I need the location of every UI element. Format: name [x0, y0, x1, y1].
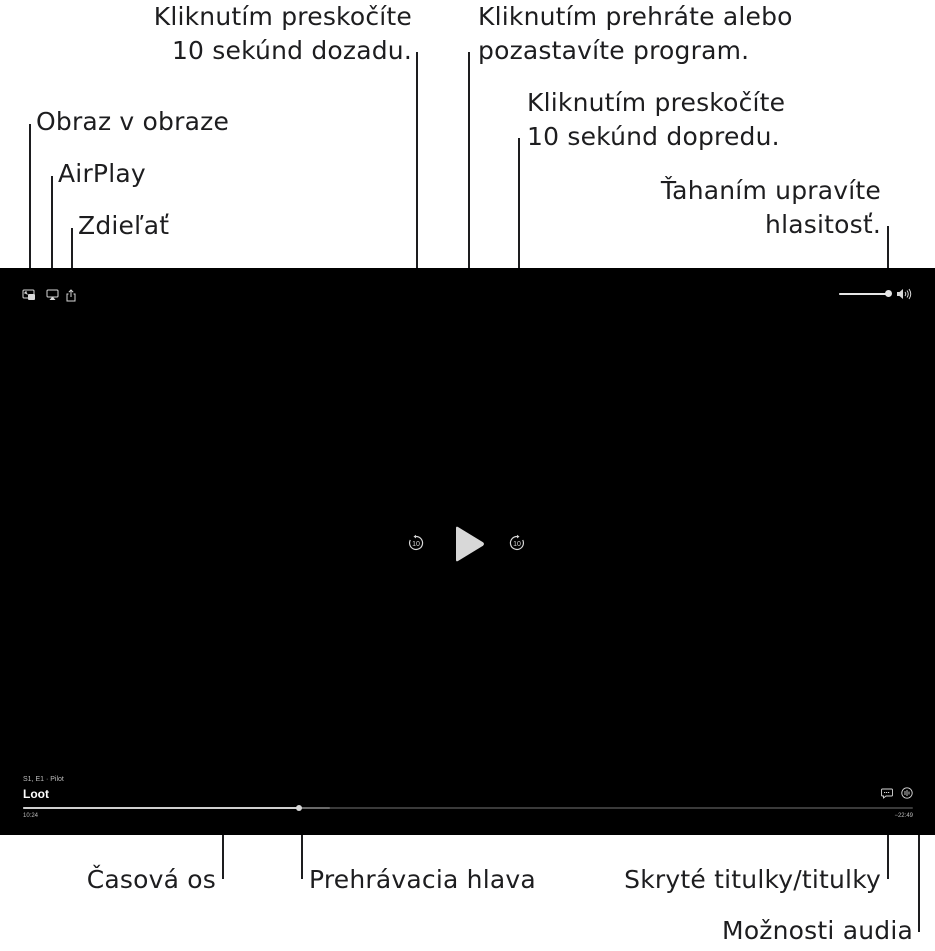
callout-airplay: AirPlay — [58, 159, 146, 188]
callout-audio: Možnosti audia — [722, 916, 913, 945]
subtitles-icon — [881, 788, 893, 799]
share-button[interactable] — [64, 288, 78, 302]
audio-options-button[interactable] — [900, 786, 913, 799]
timeline-played — [23, 807, 299, 809]
callout-volume-line2: hlasitosť. — [765, 210, 881, 239]
callout-volume — [661, 174, 881, 242]
airplay-button[interactable] — [45, 288, 59, 302]
airplay-icon — [46, 289, 59, 301]
skip-back-button[interactable] — [407, 534, 425, 552]
picture-in-picture-button[interactable] — [22, 288, 36, 302]
skip-back-seconds: 10 — [412, 540, 420, 548]
callout-skip-back-line1: Kliknutím preskočíte — [153, 2, 412, 31]
callout-skip-back — [154, 0, 412, 68]
skip-back-10-icon — [407, 534, 425, 552]
remaining-time: −22:49 — [894, 813, 913, 819]
volume-level — [839, 293, 888, 295]
callout-play — [478, 0, 793, 68]
speaker-icon — [896, 288, 913, 300]
callout-play-line1: Kliknutím prehráte alebo — [478, 2, 793, 31]
volume-button[interactable] — [895, 287, 913, 301]
play-icon — [453, 526, 485, 562]
elapsed-time: 10:24 — [23, 813, 39, 819]
callout-skip-forward — [527, 86, 785, 154]
video-player[interactable] — [0, 268, 935, 835]
callout-skip-forward-line1: Kliknutím preskočíte — [527, 88, 786, 117]
callout-timeline: Časová os — [86, 865, 216, 894]
callout-volume-line1: Ťahaním upravíte — [660, 176, 881, 205]
play-pause-button[interactable] — [452, 525, 486, 563]
skip-forward-10-icon — [508, 534, 526, 552]
audio-options-icon — [901, 787, 913, 799]
callout-share: Zdieľať — [78, 211, 170, 240]
callout-subtitles: Skryté titulky/titulky — [624, 865, 881, 894]
callout-skip-back-line2: 10 sekúnd dozadu. — [171, 36, 412, 65]
share-icon — [65, 289, 77, 302]
callout-playhead: Prehrávacia hlava — [309, 865, 536, 894]
playhead[interactable] — [296, 805, 302, 811]
volume-knob[interactable] — [885, 290, 892, 297]
callout-play-line2: pozastavíte program. — [478, 36, 750, 65]
leader-pip — [29, 124, 31, 288]
picture-in-picture-icon — [22, 289, 36, 301]
callout-pip: Obraz v obraze — [36, 107, 230, 136]
show-title: Loot — [23, 787, 49, 801]
skip-forward-button[interactable] — [508, 534, 526, 552]
callout-skip-forward-line2: 10 sekúnd dopredu. — [527, 122, 780, 151]
skip-forward-seconds: 10 — [513, 540, 521, 548]
subtitles-button[interactable] — [880, 787, 893, 799]
episode-info: S1, E1 · Pilot — [23, 776, 64, 783]
